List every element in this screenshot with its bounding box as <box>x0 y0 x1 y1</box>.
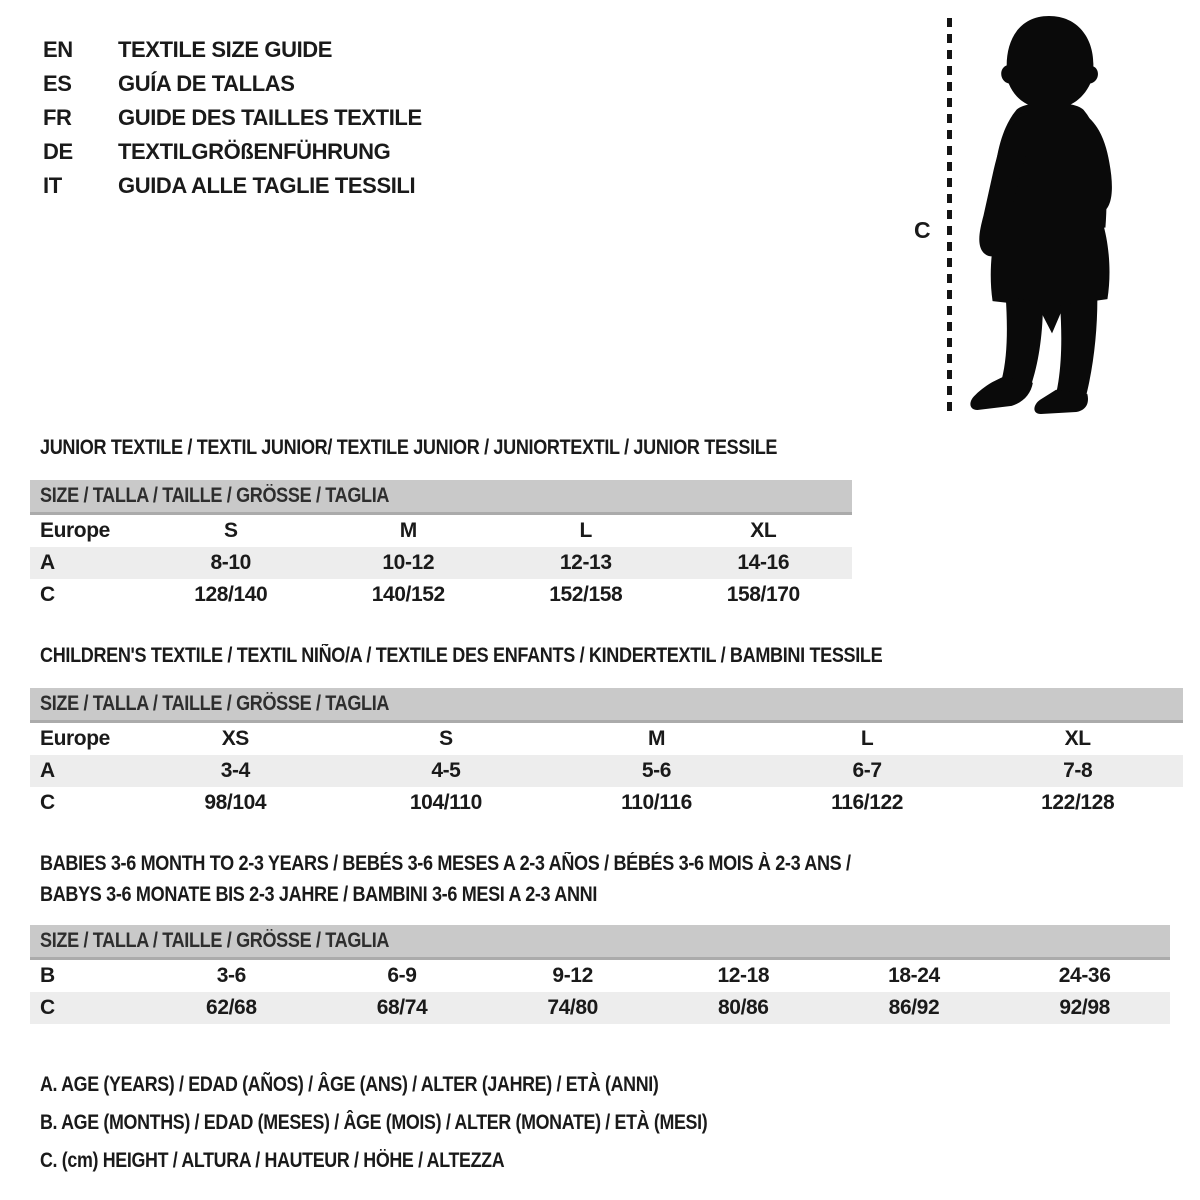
language-code: IT <box>43 173 62 198</box>
legend-line-a-text: A. AGE (YEARS) / EDAD (AÑOS) / ÂGE (ANS) / ALTER (JAHRE) / ETÀ (ANNI) <box>40 1073 659 1096</box>
table-cell: 128/140 <box>194 583 268 606</box>
table-row <box>30 959 1170 993</box>
section-title-text: BABYS 3-6 MONATE BIS 2-3 JAHRE / BAMBINI 3-6 MESI A 2-3 ANNI <box>40 883 598 906</box>
table-cell: 98/104 <box>204 791 267 814</box>
table-cell: 62/68 <box>206 996 257 1019</box>
size-table-junior <box>30 480 852 611</box>
table-header <box>30 688 1183 722</box>
row-label: A <box>40 759 55 782</box>
section-title-text: BABIES 3-6 MONTH TO 2-3 YEARS / BEBÉS 3-6 MESES A 2-3 AÑOS / BÉBÉS 3-6 MOIS À 2-3 ANS / <box>40 852 851 875</box>
legend-line-c-text: C. (cm) HEIGHT / ALTURA / HAUTEUR / HÖHE / ALTEZZA <box>40 1149 505 1172</box>
table-cell: 6-9 <box>387 964 417 987</box>
table-cell: 6-7 <box>852 759 882 782</box>
language-list <box>43 33 422 203</box>
language-title: GUIDE DES TAILLES TEXTILE <box>118 105 422 130</box>
language-row <box>43 135 422 169</box>
table-cell: 7-8 <box>1063 759 1093 782</box>
language-title: TEXTILGRÖßENFÜHRUNG <box>118 139 391 164</box>
language-row <box>43 33 422 67</box>
legend-line-a <box>40 1066 825 1104</box>
table-cell: XS <box>221 727 249 750</box>
row-label: Europe <box>40 727 110 750</box>
height-measure-label: C <box>914 217 931 243</box>
legend-line-b <box>40 1104 825 1142</box>
row-label: B <box>40 964 55 987</box>
section-title-text: CHILDREN'S TEXTILE / TEXTIL NIÑO/A / TEXTILE DES ENFANTS / KINDERTEXTIL / BAMBINI TESSILE <box>40 644 883 667</box>
table-header <box>30 480 852 514</box>
language-code: FR <box>43 105 72 130</box>
table-row <box>30 547 852 579</box>
language-title: GUÍA DE TALLAS <box>118 71 295 96</box>
row-label: A <box>40 551 55 574</box>
table-row <box>30 992 1170 1024</box>
table-cell: 74/80 <box>547 996 598 1019</box>
table-cell: 14-16 <box>737 551 790 574</box>
language-code: DE <box>43 139 73 164</box>
legend <box>40 1066 825 1180</box>
baby-silhouette-icon <box>963 14 1135 417</box>
language-code: ES <box>43 71 72 96</box>
table-cell: 12-13 <box>559 551 612 574</box>
table-row <box>30 755 1183 787</box>
section-junior <box>30 432 1190 611</box>
section-title <box>30 879 1190 910</box>
table-cell: 68/74 <box>376 996 428 1019</box>
row-label: C <box>40 583 55 606</box>
table-cell: 3-6 <box>216 964 246 987</box>
row-label: C <box>40 791 55 814</box>
section-babies <box>30 848 1190 1024</box>
table-cell: 104/110 <box>409 791 482 814</box>
table-header-text: SIZE / TALLA / TAILLE / GRÖSSE / TAGLIA <box>40 692 390 715</box>
table-cell: 4-5 <box>431 759 461 782</box>
table-cell: M <box>647 727 666 750</box>
table-cell: L <box>860 727 874 750</box>
table-cell: 5-6 <box>641 759 672 782</box>
table-header-text: SIZE / TALLA / TAILLE / GRÖSSE / TAGLIA <box>40 929 390 952</box>
table-cell: L <box>579 519 592 542</box>
table-cell: S <box>223 519 238 542</box>
language-code: EN <box>43 37 73 62</box>
size-table-babies <box>30 925 1170 1024</box>
table-header-text: SIZE / TALLA / TAILLE / GRÖSSE / TAGLIA <box>40 484 390 507</box>
table-cell: M <box>399 519 417 542</box>
table-cell: 10-12 <box>382 551 435 574</box>
table-row <box>30 722 1183 756</box>
table-cell: 92/98 <box>1059 996 1110 1019</box>
table-cell: 24-36 <box>1058 964 1111 987</box>
section-children <box>30 640 1190 819</box>
table-cell: 116/122 <box>831 791 904 814</box>
table-row <box>30 514 852 548</box>
table-cell: 8-10 <box>210 551 251 574</box>
table-header <box>30 925 1170 959</box>
table-cell: 3-4 <box>220 759 250 782</box>
table-cell: 9-12 <box>552 964 593 987</box>
table-row <box>30 787 1183 819</box>
table-cell: 12-18 <box>717 964 770 987</box>
table-cell: 86/92 <box>888 996 940 1019</box>
table-cell: 110/116 <box>621 791 692 814</box>
row-label: Europe <box>40 519 110 542</box>
language-title: TEXTILE SIZE GUIDE <box>118 37 333 62</box>
section-title-text: JUNIOR TEXTILE / TEXTIL JUNIOR/ TEXTILE JUNIOR / JUNIORTEXTIL / JUNIOR TESSILE <box>40 436 778 459</box>
language-row <box>43 67 422 101</box>
table-cell: 152/158 <box>549 583 623 606</box>
section-title <box>30 640 1190 671</box>
table-cell: XL <box>1064 727 1091 750</box>
table-cell: S <box>439 727 453 750</box>
legend-line-c <box>40 1142 825 1180</box>
table-cell: 122/128 <box>1041 791 1115 814</box>
table-cell: 140/152 <box>371 583 445 606</box>
table-cell: 158/170 <box>726 583 800 606</box>
language-row <box>43 101 422 135</box>
table-cell: 80/86 <box>718 996 769 1019</box>
language-title: GUIDA ALLE TAGLIE TESSILI <box>118 173 416 198</box>
language-row <box>43 169 422 203</box>
legend-line-b-text: B. AGE (MONTHS) / EDAD (MESES) / ÂGE (MOIS) / ALTER (MONATE) / ETÀ (MESI) <box>40 1111 708 1134</box>
table-cell: 18-24 <box>888 964 940 987</box>
height-measure-dashed-line <box>947 18 952 415</box>
section-title <box>30 432 1190 463</box>
row-label: C <box>40 996 55 1019</box>
table-cell: XL <box>750 519 777 542</box>
section-title <box>30 848 1190 879</box>
table-row <box>30 579 852 611</box>
size-table-children <box>30 688 1183 819</box>
